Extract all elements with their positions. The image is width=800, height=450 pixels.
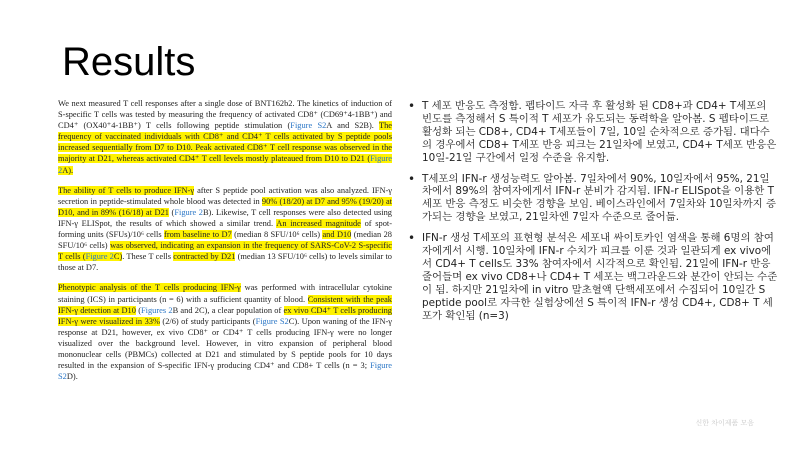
figure-reference-link[interactable]: Figure S2	[58, 361, 392, 382]
paper-text: (median 28 SFU/10⁶ cells)	[58, 230, 392, 251]
highlighted-text: from baseline to D7	[164, 230, 232, 240]
highlighted-text: Phenotypic analysis of the T cells producing IFN-γ	[58, 283, 241, 293]
figure-reference-link[interactable]: Figure S2	[255, 316, 289, 326]
highlighted-text: A).	[62, 165, 74, 175]
paper-text: C). Upon waning of the IFN-γ response at D21, however, ex vivo CD8⁺ or CD4⁺ T cells producing IFN-γ were no longer visualized over the background level. However, in vitro expansion of peripheral blood mononuclear cells (PBMCs) collected at D21 and stimulated by S peptide pools for 10 days resulted in the expansion of S-specific IFN-γ producing CD4⁺ and CD8+ T cells (n = 3;	[58, 316, 393, 371]
bullet-dot-icon: •	[408, 99, 416, 113]
paper-text: A and S2B).	[326, 121, 379, 131]
paper-text: (2/6) of study participants (	[159, 316, 256, 326]
paper-paragraph	[58, 282, 392, 382]
highlighted-text: The ability of T cells to produce IFN-γ	[58, 185, 195, 195]
highlighted-text: An increased magnitude	[276, 218, 361, 228]
paper-text: We next measured T cell responses after a single dose of BNT162b2. The kinetics of induction of S-specific T cells was tested by measuring the frequency of activated CD8⁺ (CD69⁺4-1BB⁺) and CD4⁺ (OX40⁺4-1BB⁺) T cells following peptide stimulation (	[58, 99, 392, 131]
paper-text: B and 2C), a clear population of	[172, 305, 284, 315]
figure-reference-link[interactable]: Figures 2	[141, 305, 173, 315]
paper-text: of spot-forming units (SFUs)/10⁶ cells	[58, 218, 392, 240]
paper-text: was performed with intracellular cytokine staining (ICS) in participants (n = 6) with a sufficient quantity of blood.	[58, 283, 392, 304]
highlighted-text: Consistent with the peak IFN-γ detection at D10	[58, 294, 392, 315]
summary-bullet	[408, 100, 778, 165]
paper-text: (	[168, 207, 175, 217]
slide-title: Results	[62, 40, 196, 84]
paper-text: (median 8 SFU/10⁶ cells)	[231, 230, 323, 240]
summary-bullet	[408, 232, 778, 322]
paper-paragraph	[58, 98, 392, 176]
figure-reference-link[interactable]: Figure 2	[58, 154, 392, 175]
summary-bullet-text: IFN-r 생성 T세포의 표현형 분석은 세포내 싸이토카인 염색을 통해 6명의 참여자에게서 시행. 10일차에 IFN-r 수치가 피크를 이룬 것과 일관되게 ex vivo에서 CD4+ T cells도 33% 참여자에서 시각적으로 확인됨. 21일에 IFN-r 반응 줄어들며 ex vivo CD8+나 CD4+ T 세포는 백그라운드와 분간이 안되는 수준이 됨. 하지만 21일차에 in vitro 말초혈액 단핵세포에서 수집되어 10일간 S peptide pool로 자극한 실험상에선 S 특이적 IFN-r 생성 CD4+, CD8+ T 세포가 확인됨 (n=3)	[422, 232, 778, 322]
watermark: 신한 차이제품 모음	[695, 419, 754, 427]
highlighted-text: 90% (18/20) at D7 and 95% (19/20) at D10, and in 89% (16/18) at D21	[58, 196, 392, 217]
paper-text: . These T cells	[122, 252, 174, 262]
highlighted-text: and D10	[322, 230, 352, 240]
figure-reference-link[interactable]: Figure 2	[174, 207, 203, 217]
paper-text: B). Likewise, T cell responses were also detected using IFN-γ ELISpot, the results of which showed a similar trend.	[58, 207, 392, 228]
highlighted-text: contracted by D21	[173, 252, 236, 262]
bullet-dot-icon: •	[408, 231, 416, 246]
paper-text: after S peptide pool activation was also analyzed. IFN-γ secretion in peptide-stimulated whole blood was detected in	[58, 185, 392, 206]
paper-text: (median 13 SFU/10⁶ cells) to levels similar to those at D7.	[58, 252, 392, 273]
summary-bullet	[408, 173, 778, 225]
highlighted-text: ex vivo CD4⁺ T cells producing IFN-γ were visualized in 33%	[58, 305, 392, 326]
summary-bullet-list	[408, 100, 778, 331]
bullet-dot-icon: •	[408, 171, 416, 186]
highlighted-text: was observed, indicating an expansion in the frequency of SARS-CoV-2 S-specific T cells (	[58, 241, 392, 262]
paper-text: (	[135, 305, 141, 315]
highlighted-text: C)	[113, 252, 123, 262]
summary-bullet-text: T 세포 반응도 측정함. 펩타이드 자극 후 활성화 된 CD8+과 CD4+ T세포의 빈도를 측정해서 S 특이적 T 세포가 유도되는 동력학을 알아봄. S 펩타이드로 활성화 되는 CD8+, CD4+ T세포들이 7일, 10일 순차적으로 증가됨. 대다수의 경우에서 CD8+ T세포 반응 피크는 21일차에 보였고, CD4+ T세포 반응은 10일-21일 구간에서 일정 수준을 유지함.	[422, 100, 777, 164]
summary-bullet-text: T세포의 IFN-r 생성능력도 알아봄. 7일차에서 90%, 10일자에서 95%, 21일차에서 89%의 참여자에게서 IFN-r 분비가 감지됨. IFN-r ELISpot을 이용한 T 세포 반응 측정도 비슷한 경향을 보임. 베이스라인에서 7일차와 10일차까지 증가되는 경향을 보였고, 21일차엔 7일자 수준으로 줄어듦.	[422, 172, 776, 224]
figure-reference-link[interactable]: Figure 2	[85, 252, 114, 262]
highlighted-text: The frequency of vaccinated individuals with CD8⁺ and CD4⁺ T cells activated by S peptide pools increased sequentially from D7 to D10. Peak activated CD8⁺ T cell response was observed in the majority at D21, whereas activated CD4⁺ T cell levels mostly plateaued from D10 to D21 (	[58, 121, 393, 164]
paper-text: D).	[66, 372, 78, 382]
paper-paragraph	[58, 185, 392, 274]
figure-reference-link[interactable]: Figure S2	[290, 121, 327, 131]
paper-excerpt	[58, 98, 392, 391]
